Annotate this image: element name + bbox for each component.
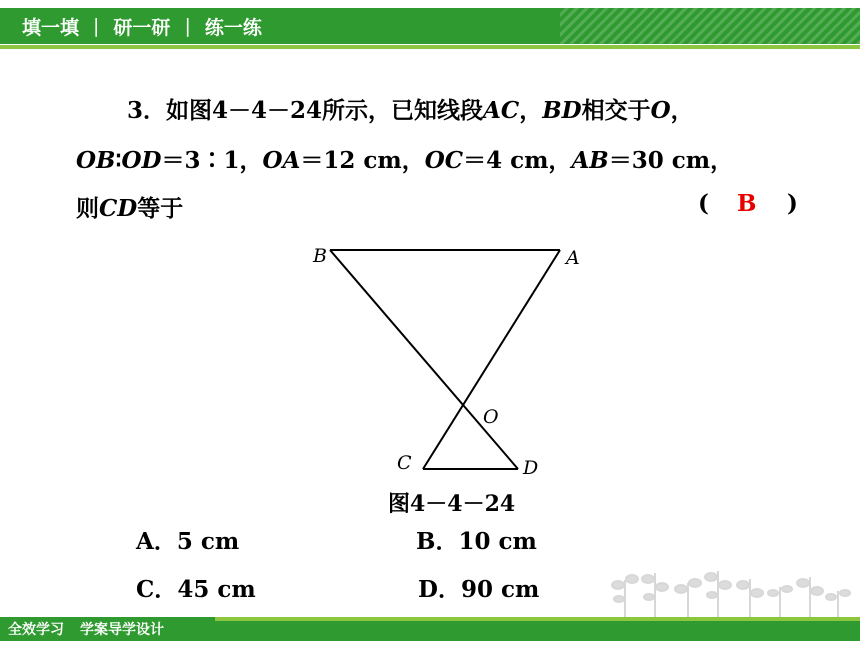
point-b-label: B: [313, 245, 327, 267]
answer-paren-open: (: [698, 190, 709, 217]
figure-caption: 图4－4－24: [388, 491, 516, 517]
footer-subtitle: 学案导学设计: [80, 622, 164, 638]
answer-value: B: [737, 190, 757, 217]
question-text: ，: [670, 97, 694, 124]
option-text: 90 cm: [460, 576, 540, 603]
segment-label: OD: [121, 147, 162, 174]
plant-decoration-icon: [600, 565, 855, 620]
tab-fill-in[interactable]: 填一填: [22, 16, 80, 39]
header-bar: [0, 0, 860, 52]
segment-label: OB: [76, 147, 116, 174]
question-line-2: [76, 142, 733, 175]
segment-label: OC: [424, 147, 464, 174]
segment-label: AB: [571, 147, 609, 174]
question-text: 相交于: [581, 97, 651, 124]
option-text: 5 cm: [176, 528, 240, 555]
question-text: 等于: [137, 195, 184, 222]
question-number: 3．: [127, 97, 167, 124]
footer-bar: [0, 617, 860, 641]
option-d[interactable]: [418, 571, 539, 604]
point-c-label: C: [397, 452, 412, 474]
segment-label: OA: [262, 147, 301, 174]
option-c[interactable]: [136, 571, 256, 604]
question-text: 如图4－4－24所示，已知线段: [166, 97, 484, 124]
question-text: ＝30 cm，: [608, 147, 734, 174]
footer-text: [8, 619, 180, 639]
option-text: 45 cm: [177, 576, 256, 603]
question-text: ＝12 cm，: [300, 147, 425, 174]
segment-label: AC: [483, 97, 520, 124]
geometry-figure: [300, 240, 590, 485]
question-text: ＝3∶1，: [161, 147, 263, 174]
tab-separator: |: [184, 15, 191, 37]
answer-paren-close: ): [787, 190, 798, 217]
option-letter: A．: [136, 528, 177, 555]
segment-label: CD: [99, 195, 138, 222]
question-text: ＝4 cm，: [463, 147, 572, 174]
footer-brand: 全效学习: [8, 622, 64, 638]
header-underline: [0, 45, 860, 49]
question-line-1: [127, 92, 694, 125]
point-d-label: D: [523, 457, 539, 479]
header-nav: [22, 12, 262, 40]
question-text: ，: [519, 97, 543, 124]
tab-separator: |: [93, 15, 100, 37]
tab-study[interactable]: 研一研: [113, 16, 171, 39]
segment-label: BD: [542, 97, 582, 124]
option-letter: C．: [136, 576, 178, 603]
header-stripes: [560, 8, 860, 44]
question-line-3: [76, 190, 183, 223]
option-letter: B．: [416, 528, 459, 555]
point-o-label: O: [483, 406, 499, 428]
question-text: ∶: [115, 147, 122, 174]
tab-practice[interactable]: 练一练: [204, 16, 262, 39]
option-a[interactable]: [136, 523, 239, 556]
point-a-label: A: [566, 247, 580, 269]
segment-ac: [423, 250, 560, 469]
question-text: 则: [76, 195, 99, 222]
option-letter: D．: [418, 576, 461, 603]
segment-bd: [330, 250, 518, 469]
option-b[interactable]: [416, 523, 537, 556]
option-text: 10 cm: [458, 528, 537, 555]
point-label: O: [650, 97, 671, 124]
footer-accent: [215, 617, 860, 621]
